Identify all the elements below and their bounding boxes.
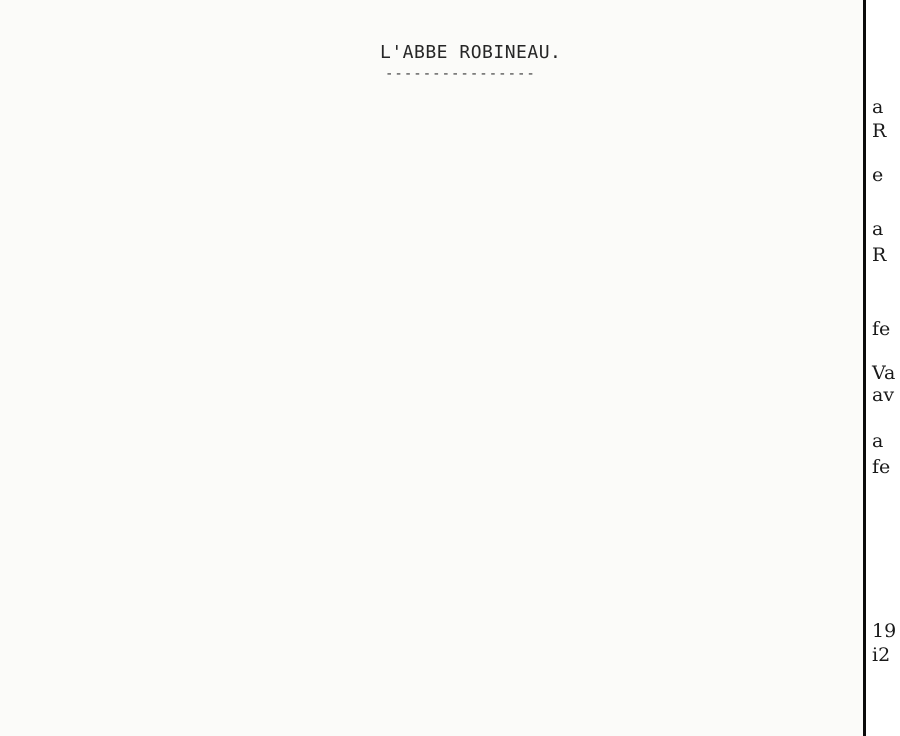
edge-fragment: 19	[872, 620, 897, 642]
title-underline: ----------------	[385, 66, 536, 82]
adjacent-page-edge	[863, 0, 900, 736]
document-title: L'ABBE ROBINEAU.	[380, 42, 562, 63]
edge-fragment: R	[872, 120, 887, 142]
edge-fragment: fe	[872, 318, 891, 340]
edge-fragment: a	[872, 430, 884, 452]
edge-fragment: a	[872, 218, 884, 240]
edge-fragment: i2	[872, 644, 891, 666]
edge-fragment: R	[872, 244, 887, 266]
edge-fragment: av	[872, 384, 895, 406]
edge-fragment: e	[872, 164, 884, 186]
edge-fragment: fe	[872, 456, 891, 478]
edge-fragment: a	[872, 96, 884, 118]
edge-fragment: Va	[872, 362, 896, 384]
